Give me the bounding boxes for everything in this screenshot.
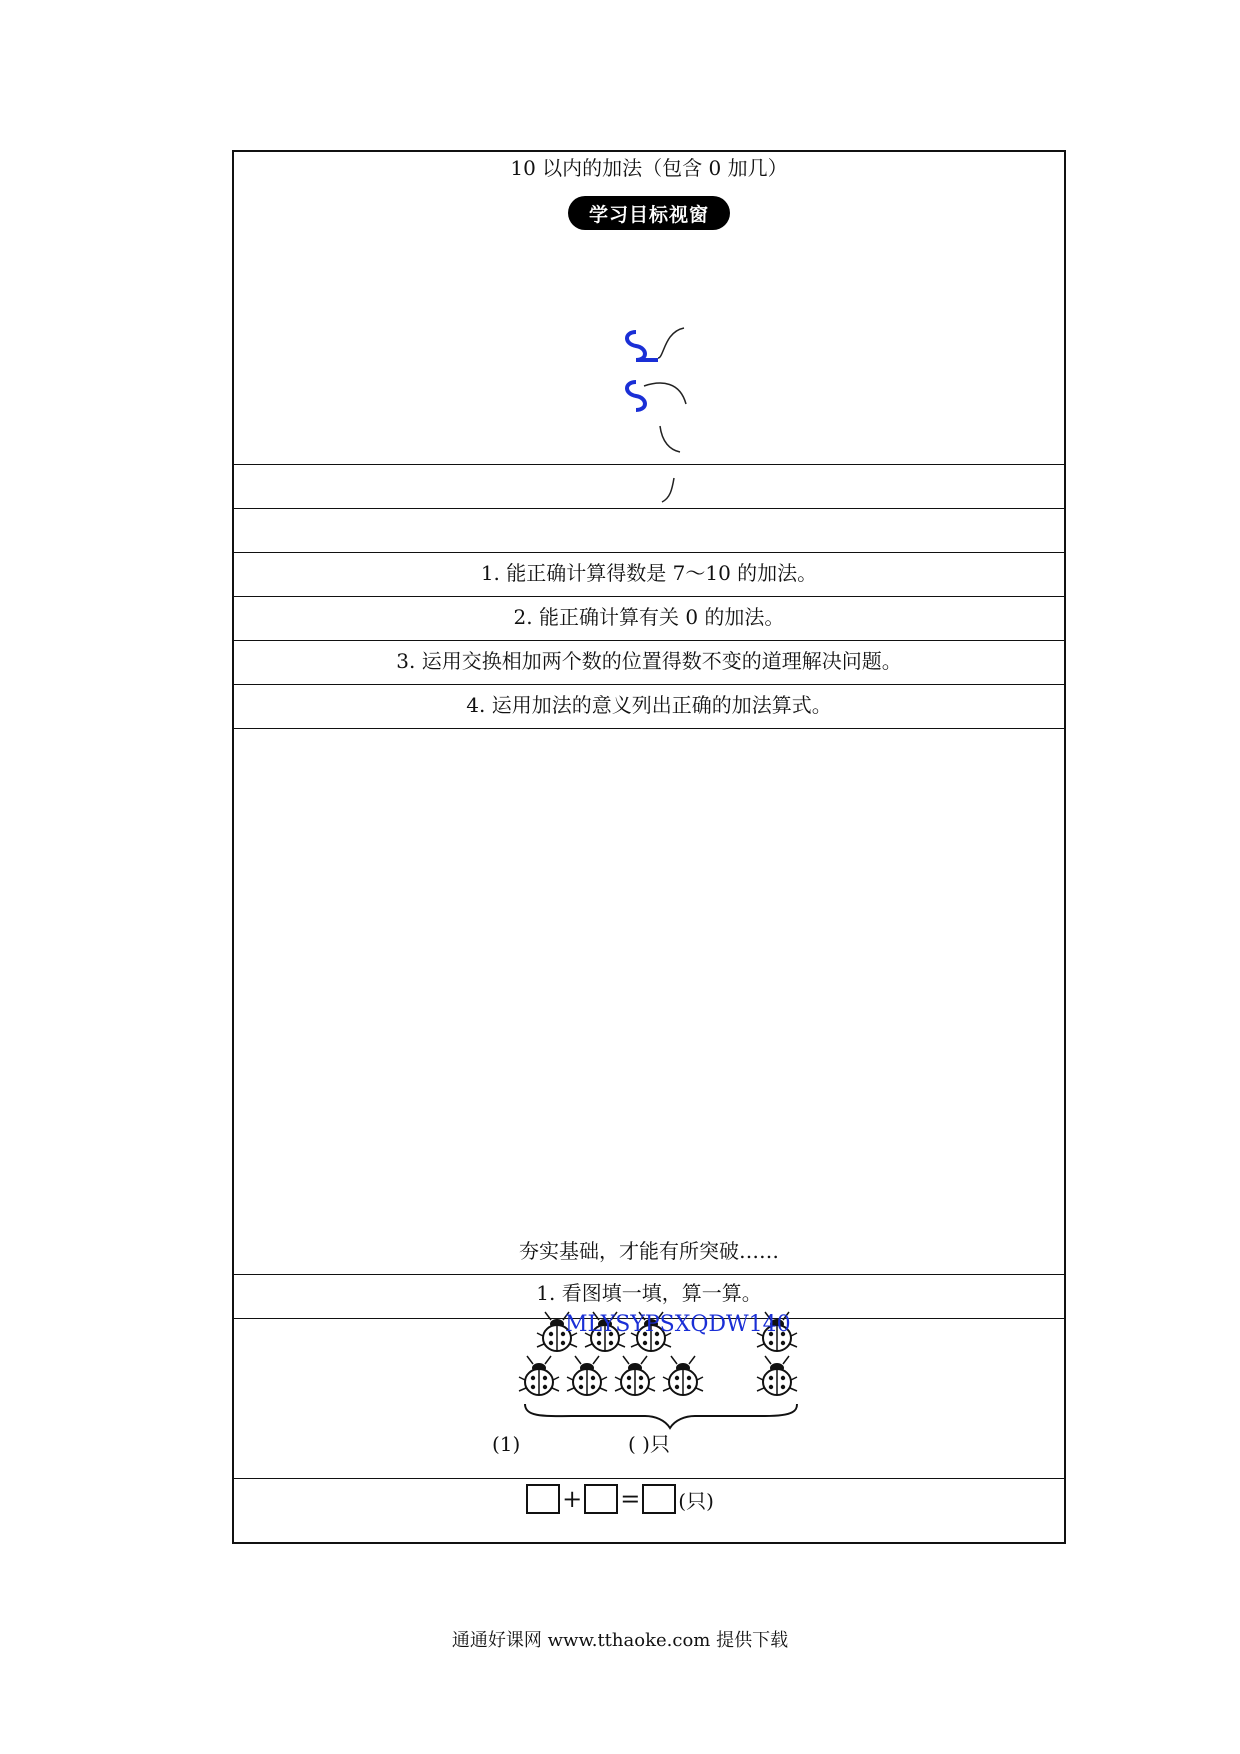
- blue-squiggle-2: [627, 382, 645, 410]
- equals-sign: =: [620, 1485, 641, 1513]
- objective-4: 4. 运用加法的意义列出正确的加法算式。: [466, 693, 832, 717]
- objective-row: [234, 552, 1064, 597]
- answer-box-2[interactable]: [584, 1484, 618, 1514]
- ladybug-icon: [519, 1356, 559, 1395]
- black-squiggle-1: [658, 328, 684, 358]
- worksheet-title: 10 以内的加法（包含 0 加几）: [510, 156, 788, 180]
- objective-row: [234, 684, 1064, 729]
- black-squiggle-2: [644, 383, 686, 404]
- objective-3: 3. 运用交换相加两个数的位置得数不变的道理解决问题。: [396, 649, 902, 673]
- answer-blank-label: ( )只: [628, 1432, 670, 1456]
- exercise-question: 1. 看图填一填，算一算。: [536, 1281, 762, 1305]
- code-overlay: MLYSYPSXQDW140: [565, 1312, 791, 1337]
- learning-goals-badge: 学习目标视窗: [568, 196, 730, 230]
- objective-row: [234, 640, 1064, 685]
- large-empty-cell: [234, 728, 1064, 1275]
- footer-credit: 通通好课网 www.tthaoke.com 提供下载: [451, 1630, 789, 1651]
- blue-squiggle-1: [627, 332, 658, 360]
- ladybug-icon: [663, 1356, 703, 1395]
- objective-row: [234, 596, 1064, 641]
- ladybug-icon: [567, 1356, 607, 1395]
- objective-2: 2. 能正确计算有关 0 的加法。: [513, 605, 785, 629]
- section-note: 夯实基础，才能有所突破……: [519, 1239, 779, 1263]
- brace: [525, 1404, 797, 1428]
- empty-row-1: [234, 464, 1064, 509]
- plus-sign: +: [562, 1485, 583, 1513]
- ladybug-icon: [615, 1356, 655, 1395]
- empty-row-2: [234, 508, 1064, 553]
- addition-equation: [0, 1484, 1240, 1514]
- objective-1: 1. 能正确计算得数是 7～10 的加法。: [480, 561, 818, 585]
- black-squiggle-3: [660, 426, 680, 452]
- answer-box-3[interactable]: [642, 1484, 676, 1514]
- part-label: (1): [492, 1432, 521, 1456]
- unit-label: (只): [678, 1488, 714, 1513]
- ladybug-icon: [757, 1356, 797, 1395]
- answer-box-1[interactable]: [526, 1484, 560, 1514]
